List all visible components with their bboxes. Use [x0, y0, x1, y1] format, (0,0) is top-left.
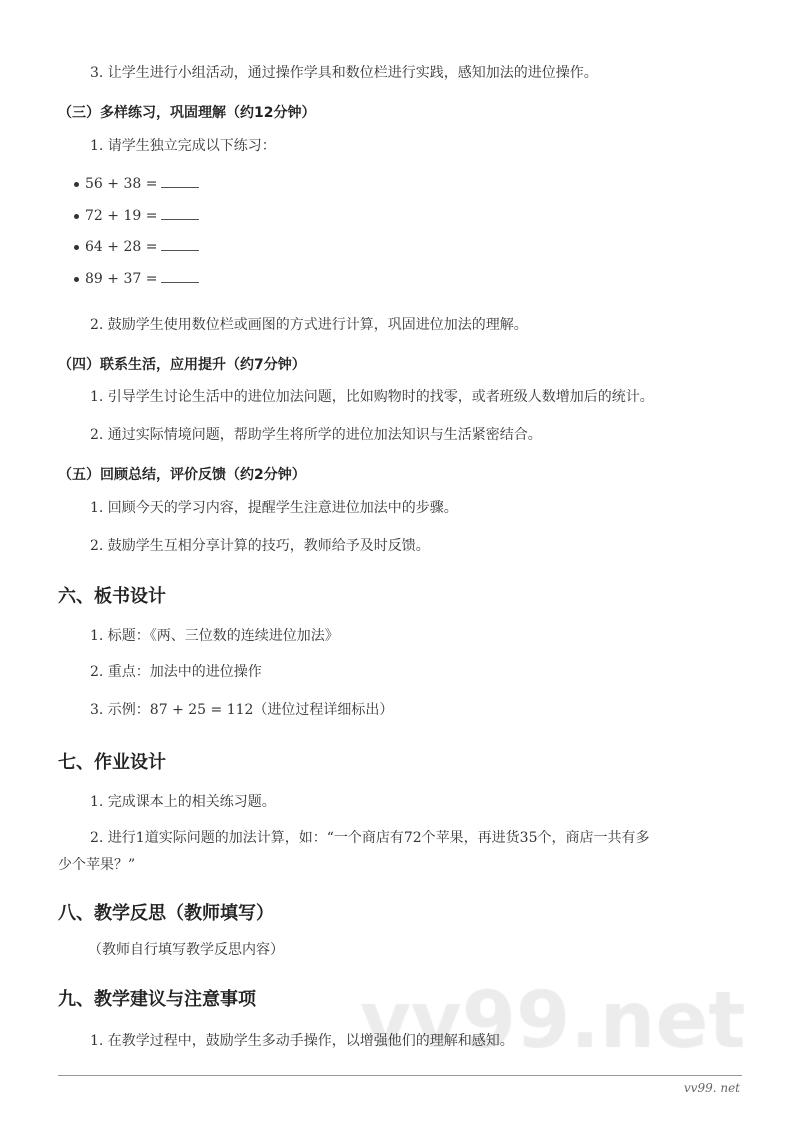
list-item-continuation: 少个苹果？”: [58, 857, 136, 873]
answer-blank: [161, 270, 199, 283]
exercise-item: [74, 237, 199, 257]
list-item: 2. 重点：加法中的进位操作: [90, 664, 262, 680]
list-item: 2. 通过实际情境问题，帮助学生将所学的进位加法知识与生活紧密结合。: [90, 427, 542, 443]
list-item: 1. 回顾今天的学习内容，提醒学生注意进位加法中的步骤。: [90, 500, 458, 516]
bullet-icon: [74, 245, 79, 250]
footer-site: vv99. net: [683, 1081, 740, 1095]
watermark: [360, 975, 760, 1075]
footer-divider: [58, 1075, 742, 1076]
section-heading: 九、教学建议与注意事项: [58, 989, 256, 1010]
subsection-heading: （三）多样练习，巩固理解（约12分钟）: [58, 105, 316, 121]
placeholder-note: （教师自行填写教学反思内容）: [88, 942, 284, 958]
list-item: 1. 完成课本上的相关练习题。: [90, 794, 276, 810]
bullet-icon: [74, 214, 79, 219]
subsection-heading: （五）回顾总结，评价反馈（约2分钟）: [58, 467, 306, 483]
list-item: 1. 请学生独立完成以下练习：: [90, 138, 276, 154]
section-heading: 八、教学反思（教师填写）: [58, 903, 274, 924]
exercise-item: [74, 174, 199, 194]
list-item: 2. 鼓励学生使用数位栏或画图的方式进行计算，巩固进位加法的理解。: [90, 317, 528, 333]
bullet-icon: [74, 277, 79, 282]
exercise-text: 89 + 37 =: [85, 271, 158, 287]
answer-blank: [161, 207, 199, 220]
exercise-item: [74, 206, 199, 226]
answer-blank: [161, 238, 199, 251]
list-item: 2. 鼓励学生互相分享计算的技巧，教师给予及时反馈。: [90, 538, 430, 554]
list-item: 3. 示例：87 + 25 = 112（进位过程详细标出）: [90, 702, 394, 718]
list-item: 1. 引导学生讨论生活中的进位加法问题，比如购物时的找零，或者班级人数增加后的统计。: [90, 389, 654, 405]
exercise-text: 72 + 19 =: [85, 208, 158, 224]
section-heading: 六、板书设计: [58, 586, 166, 607]
exercise-item: [74, 269, 199, 289]
exercise-text: 64 + 28 =: [85, 239, 158, 255]
bullet-icon: [74, 182, 79, 187]
list-item: 3. 让学生进行小组活动，通过操作学具和数位栏进行实践，感知加法的进位操作。: [90, 65, 598, 81]
list-item: 1. 在教学过程中，鼓励学生多动手操作，以增强他们的理解和感知。: [90, 1033, 514, 1049]
subsection-heading: （四）联系生活，应用提升（约7分钟）: [58, 357, 306, 373]
list-item: 1. 标题：《两、三位数的连续进位加法》: [90, 628, 339, 644]
exercise-text: 56 + 38 =: [85, 176, 158, 192]
section-heading: 七、作业设计: [58, 752, 166, 773]
answer-blank: [161, 175, 199, 188]
list-item: 2. 进行1道实际问题的加法计算，如：“一个商店有72个苹果，再进货35个，商店一共有多: [90, 830, 650, 846]
